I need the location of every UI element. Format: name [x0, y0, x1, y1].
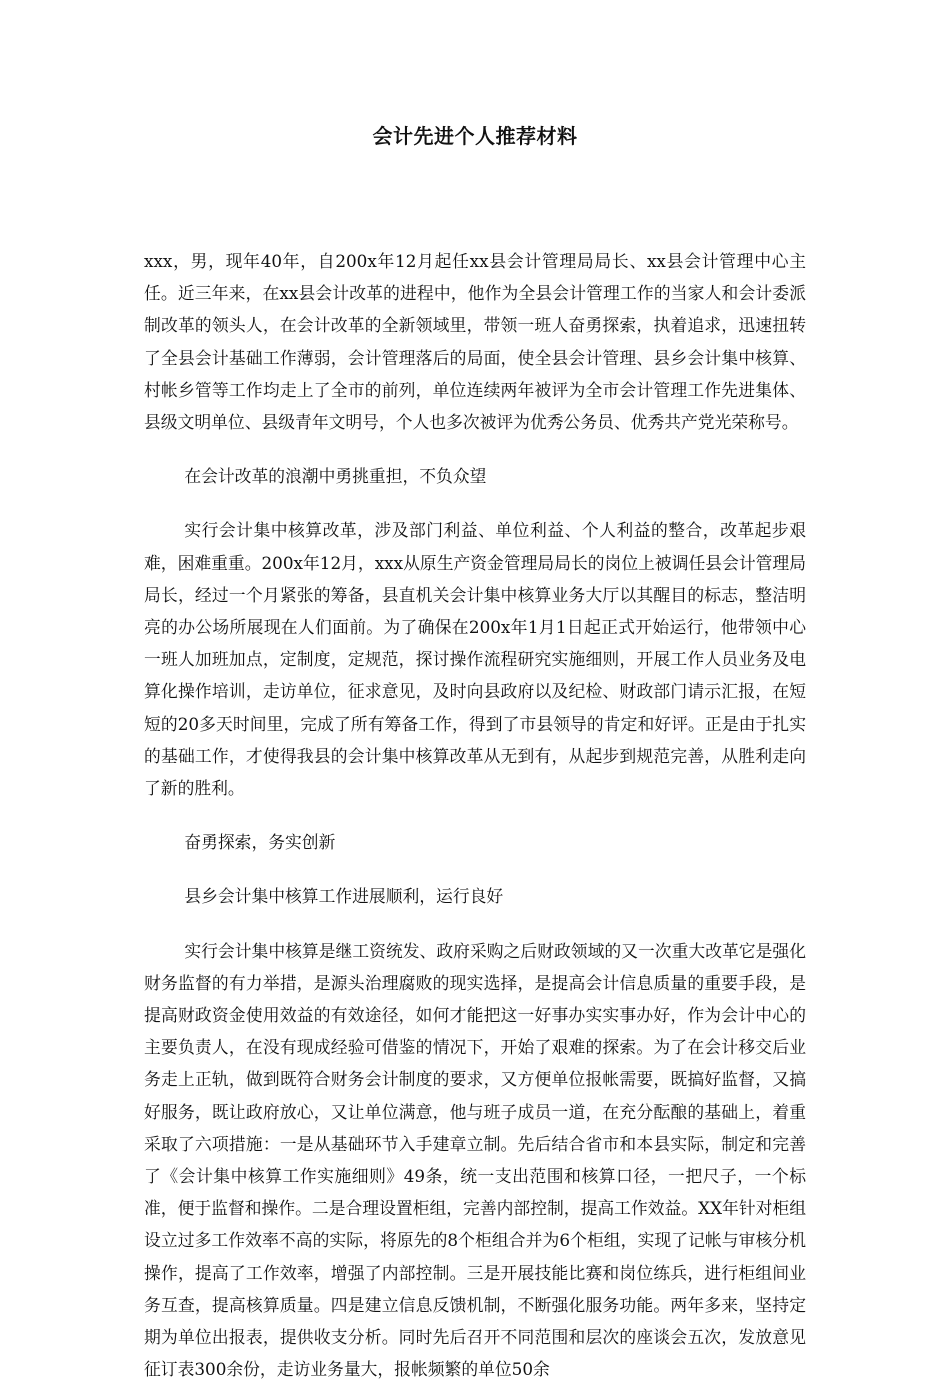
- paragraph-reform: 实行会计集中核算改革，涉及部门利益、单位利益、个人利益的整合，改革起步艰难，困难重重。200x年12月，xxx从原生产资金管理局局长的岗位上被调任县会计管理局局长，经过一个月紧张的筹备，县直机关会计集中核算业务大厅以其醒目的标志，整洁明亮的办公场所展现在人们面前。为了确保在200x年1月1日起正式开始运行，他带领中心一班人加班加点，定制度，定规范，探讨操作流程研究实施细则，开展工作人员业务及电算化操作培训，走访单位，征求意见，及时向县政府以及纪检、财政部门请示汇报，在短短的20多天时间里，完成了所有筹备工作，得到了市县领导的肯定和好评。正是由于扎实的基础工作，才使得我县的会计集中核算改革从无到有，从起步到规范完善，从胜利走向了新的胜利。: [144, 520, 806, 799]
- section-heading-2: 奋勇探索，务实创新: [184, 832, 336, 853]
- document-body: [144, 245, 806, 1386]
- paragraph-measures: 实行会计集中核算是继工资统发、政府采购之后财政领域的又一次重大改革它是强化财务监督的有力举措，是源头治理腐败的现实选择，是提高会计信息质量的重要手段，是提高财政资金使用效益的有效途径，如何才能把这一好事办实实事办好，作为会计中心的主要负责人，在没有现成经验可借鉴的情况下，开始了艰难的探索。为了在会计移交后业务走上正轨，做到既符合财务会计制度的要求，又方便单位报帐需要，既搞好监督，又搞好服务，既让政府放心，又让单位满意，他与班子成员一道，在充分酝酿的基础上，着重采取了六项措施：一是从基础环节入手建章立制。先后结合省市和本县实际，制定和完善了《会计集中核算工作实施细则》49条，统一支出范围和核算口径，一把尺子，一个标准，便于监督和操作。二是合理设置柜组，完善内部控制，提高工作效益。XX年针对柜组设立过多工作效率不高的实际，将原先的8个柜组合并为6个柜组，实现了记帐与审核分机操作，提高了工作效率，增强了内部控制。三是开展技能比赛和岗位练兵，进行柜组间业务互查，提高核算质量。四是建立信息反馈机制，不断强化服务功能。两年多来，坚持定期为单位出报表，提供收支分析。同时先后召开不同范围和层次的座谈会五次，发放意见征订表300余份，走访业务量大，报帐频繁的单位50余: [144, 940, 806, 1380]
- document-title: 会计先进个人推荐材料: [372, 124, 578, 148]
- section-heading-3: 县乡会计集中核算工作进展顺利，运行良好: [184, 886, 504, 907]
- paragraph-intro: xxx，男，现年40年，自200x年12月起任xx县会计管理局局长、xx县会计管理中心主任。近三年来，在xx县会计改革的进程中，他作为全县会计管理工作的当家人和会计委派制改革的领头人，在会计改革的全新领域里，带领一班人奋勇探索，执着追求，迅速扭转了全县会计基础工作薄弱，会计管理落后的局面，使全县会计管理、县乡会计集中核算、村帐乡管等工作均走上了全市的前列，单位连续两年被评为全市会计管理工作先进集体、县级文明单位、县级青年文明号，个人也多次被评为优秀公务员、优秀共产党光荣称号。: [144, 251, 806, 433]
- section-heading-1: 在会计改革的浪潮中勇挑重担，不负众望: [184, 466, 487, 487]
